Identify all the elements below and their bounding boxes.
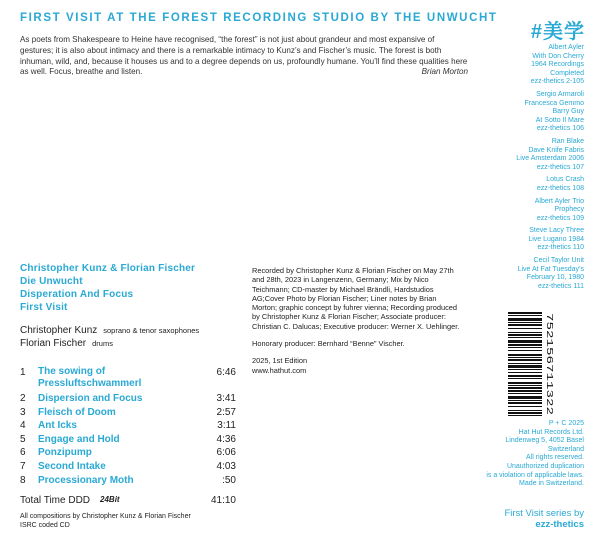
series-line: Barry Guy [552, 108, 584, 116]
track-number: 3 [20, 406, 26, 418]
barcode-bar [508, 415, 542, 416]
barcode-bar [508, 365, 542, 368]
series-line: Steve Lacy Three [529, 227, 584, 235]
series-line: Live At Fat Tuesday’s [517, 265, 584, 273]
series-line: February 10, 1980 [526, 274, 584, 282]
musician-role: soprano & tenor saxophones [103, 326, 200, 335]
track-duration: 3:11 [217, 420, 236, 432]
track-row [20, 460, 236, 474]
series-entry [444, 227, 584, 253]
track-title: The sowing of Pressluftschwammerl [38, 366, 142, 389]
intro-text-block [20, 35, 468, 78]
series-line: At Sotto Il Mare [535, 116, 584, 124]
barcode-bar [508, 337, 542, 338]
rights-line: P + C 2025 [548, 420, 584, 427]
barcode-icon [508, 312, 542, 416]
series-line: ezz-thetics 107 [536, 163, 584, 171]
series-line: ezz-thetics 106 [536, 125, 584, 133]
footer-series [504, 508, 584, 530]
series-entry [444, 176, 584, 193]
barcode-bar [508, 387, 542, 389]
musician-name: Florian Fischer [20, 338, 87, 349]
barcode-digits [544, 312, 556, 416]
track-row [20, 366, 236, 392]
track-number: 5 [20, 433, 26, 445]
barcode-bar [508, 334, 542, 336]
series-line: ezz-thetics 108 [536, 184, 584, 192]
musicians [20, 324, 199, 350]
series-line: Live Lugano 1984 [528, 235, 584, 243]
series-line: ezz-thetics 110 [537, 244, 584, 252]
barcode-bar [508, 322, 542, 323]
barcode-bar [508, 354, 542, 356]
barcode-bar [508, 344, 542, 346]
barcode-bar [508, 378, 542, 379]
barcode-bar [508, 375, 542, 377]
barcode-bar [508, 406, 542, 407]
album-band: Die Unwucht [20, 276, 83, 287]
track-row [20, 474, 236, 488]
series-line: Live Amsterdam 2006 [516, 155, 584, 163]
track-row [20, 406, 236, 420]
website-url: www.hathut.com [252, 365, 307, 375]
track-duration: :50 [222, 474, 236, 486]
track-duration: 2:57 [216, 406, 236, 418]
track-duration: 6:46 [216, 367, 236, 378]
barcode-bar [508, 369, 542, 370]
barcode-bar [508, 350, 542, 351]
track-title: Fleisch of Doom [38, 406, 116, 418]
barcode-bar [508, 340, 542, 343]
barcode-bar [508, 347, 542, 348]
album-credits [20, 262, 195, 314]
compositions-credit: All compositions by Christopher Kunz & Florian Fischer [20, 513, 191, 520]
barcode-bar [508, 363, 542, 364]
honorary-producer: Honorary producer: Bernhard “Benne” Vischer. [252, 339, 405, 349]
legal-left [20, 512, 191, 530]
barcode-bar [508, 312, 542, 314]
series-entry [444, 91, 584, 134]
track-number: 1 [20, 367, 26, 378]
rights-line: Hat Hut Records Ltd. [518, 428, 584, 436]
rights-line: Lindenweg 5, 4052 Basel [505, 437, 584, 445]
track-duration: 4:36 [216, 433, 236, 445]
musician-role: drums [92, 339, 113, 348]
intro-author: Brian Morton [421, 67, 468, 77]
series-line: ezz-thetics 2-105 [530, 78, 584, 86]
series-line: Dave Knife Fabris [528, 146, 584, 154]
barcode-number: 752156711322 [544, 313, 554, 378]
rights-block [414, 420, 584, 489]
track-title: Dispersion and Focus [38, 393, 143, 404]
rights-line: is a violation of applicable laws. [486, 471, 584, 479]
barcode-bar [508, 324, 542, 326]
recording-text: Recorded by Christopher Kunz & Florian Fischer on May 27th and 28th, 2023 in Langenzenn, Germany; Mix by Nico Teichmann; CD-master by Michael Brändli, Hardstudios AG;Cover Photo by Florian Fischer; Liner notes by Brian Morton; graphic concept by fuhrer vienna; Recording produced by Christopher Kunz & Florian Fischer; Associate producer: Christian C. Dalucas; Executive producer: Werner X. Uehlinger. [252, 266, 460, 331]
isrc-note: ISRC coded CD [20, 522, 70, 529]
series-entry [444, 138, 584, 172]
series-line: Prophecy [554, 206, 584, 214]
barcode-bar [508, 332, 542, 333]
series-line: 1964 Recordings [531, 61, 584, 69]
rights-line: Switzerland [547, 445, 584, 453]
series-line: Francesca Gemmo [524, 99, 584, 107]
track-row [20, 392, 236, 406]
barcode-bar [508, 393, 542, 394]
total-time-row [20, 495, 236, 506]
rights-line: Unauthorized duplication [506, 462, 584, 470]
barcode-bar [508, 412, 542, 414]
series-list [444, 44, 584, 295]
barcode-bar [508, 328, 542, 329]
album-artists: Christopher Kunz & Florian Fischer [20, 263, 196, 274]
series-line: Completed [550, 69, 584, 77]
total-time-duration: 41:10 [210, 495, 236, 506]
barcode-bar [508, 359, 542, 361]
track-number: 4 [20, 420, 26, 432]
musician-row [20, 324, 199, 337]
series-line: Ran Blake [551, 137, 584, 145]
track-title: Second Intake [38, 460, 106, 472]
intro-text: As poets from Shakespeare to Heine have recognised, “the forest” is not just about grandeur and most expansive of gestures; it is also about intimacy and there is a remarkable intimacy to Kunz’s and Fischer’s music. The forest is both inhuman, wild, and, because it houses us and to a degree depends on us, profoundly humane. You’ll find these qualities here as well. Focus, breathe and listen. [20, 35, 468, 77]
series-entry [444, 257, 584, 291]
series-entry [444, 198, 584, 224]
track-number: 6 [20, 447, 26, 459]
barcode-bar [508, 315, 542, 316]
barcode-bar [508, 385, 542, 386]
rights-line: Made in Switzerland. [519, 480, 584, 488]
track-row [20, 433, 236, 447]
brand-logo: #美学 [530, 21, 585, 43]
track-number: 8 [20, 474, 26, 486]
total-time-label: Total Time DDD [20, 495, 91, 506]
album-subtitle: First Visit [20, 302, 68, 313]
track-title: Processionary Moth [38, 474, 134, 486]
header-title: FIRST VISIT AT THE FOREST RECORDING STUDIO BY THE UNWUCHT [20, 12, 498, 24]
track-number: 2 [20, 393, 26, 404]
series-line: Albert Ayler [548, 44, 584, 51]
series-line: Sergio Armaroli [536, 90, 584, 98]
footer-label: ezz-thetics [535, 519, 584, 530]
album-title: Disperation And Focus [20, 289, 134, 300]
musician-row [20, 337, 199, 350]
track-duration: 3:41 [216, 393, 236, 404]
footer-series-line: First Visit series by [504, 508, 584, 519]
track-title: Ant Icks [38, 420, 77, 432]
recording-credits [252, 266, 462, 375]
series-line: ezz-thetics 111 [537, 282, 584, 290]
track-row [20, 419, 236, 433]
series-line: Lotus Crash [546, 176, 584, 184]
series-line: ezz-thetics 109 [536, 214, 584, 222]
tracklist [20, 366, 236, 487]
rights-line: All rights reserved. [526, 454, 584, 462]
track-title: Engage and Hold [38, 433, 120, 445]
series-line: With Don Cherry [532, 52, 584, 60]
series-line: Cecil Taylor Unit [533, 257, 584, 265]
edition: 2025, 1st Edition [252, 356, 308, 366]
bit-depth-logo: 24Bit [100, 495, 120, 504]
track-row [20, 446, 236, 460]
barcode-bar [508, 357, 542, 358]
barcode-bar [508, 396, 542, 399]
barcode-bar [508, 400, 542, 401]
barcode-bar [508, 382, 542, 384]
series-entry [444, 44, 584, 87]
barcode-bar [508, 318, 542, 321]
barcode-bar [508, 410, 542, 411]
musician-name: Christopher Kunz [20, 325, 98, 336]
series-line: Albert Ayler Trio [534, 197, 584, 205]
barcode-bar [508, 402, 542, 404]
track-duration: 4:03 [216, 460, 236, 472]
track-number: 7 [20, 460, 26, 472]
track-title: Ponzipump [38, 447, 92, 459]
barcode-bar [508, 372, 542, 373]
track-duration: 6:06 [216, 447, 236, 459]
barcode-bar [508, 390, 542, 392]
